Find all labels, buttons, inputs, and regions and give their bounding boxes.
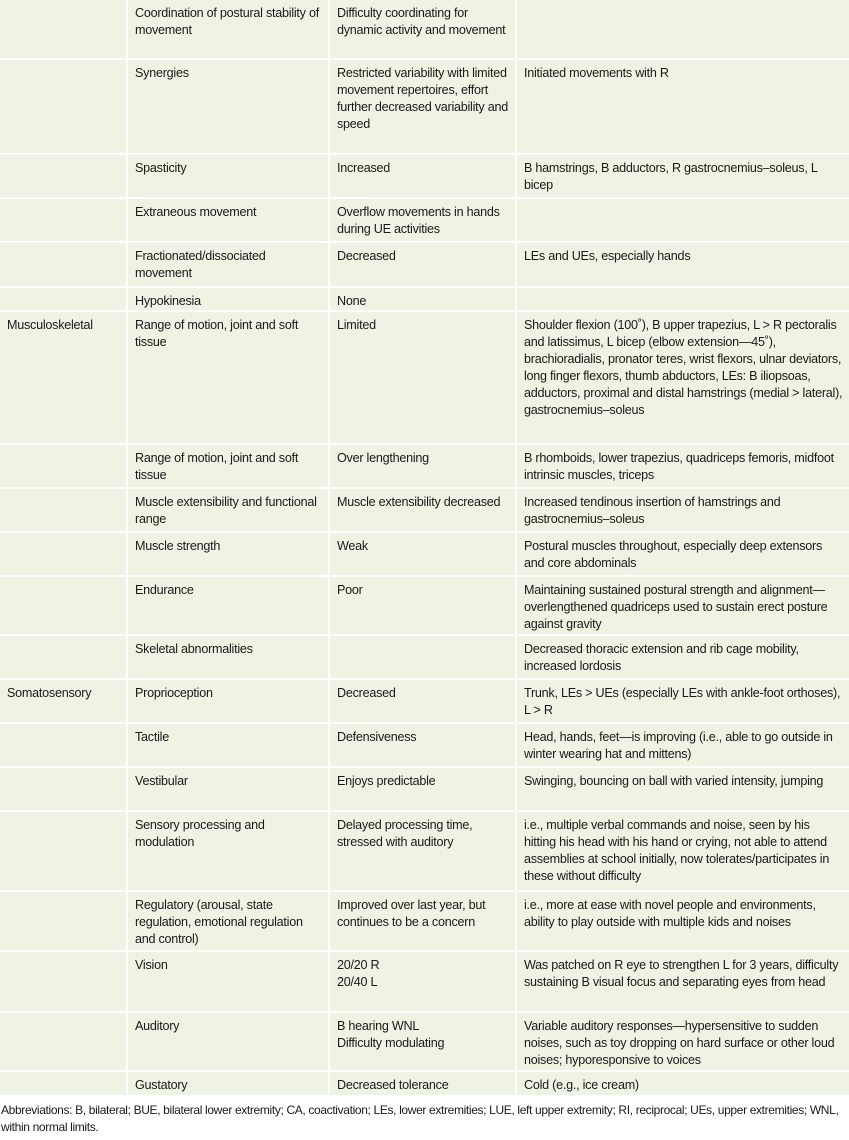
item-cell: Hypokinesia [127,287,329,311]
category-cell: Musculoskeletal [0,311,127,444]
finding-cell: None [329,287,516,311]
finding-cell: Limited [329,311,516,444]
details-cell: Maintaining sustained postural strength and alignment—overlengthened quadriceps used to sustain erect posture against gravity [516,576,849,635]
finding-cell: B hearing WNL Difficulty modulating [329,1012,516,1071]
details-cell: Swinging, bouncing on ball with varied intensity, jumping [516,767,849,811]
finding-cell: Delayed processing time, stressed with auditory [329,811,516,891]
category-cell [0,532,127,576]
item-cell: Range of motion, joint and soft tissue [127,311,329,444]
finding-cell: Decreased [329,679,516,723]
table-row [0,287,849,311]
table-row [0,444,849,488]
item-cell: Endurance [127,576,329,635]
table-row [0,532,849,576]
table-row [0,679,849,723]
item-cell: Muscle extensibility and functional range [127,488,329,532]
item-cell: Coordination of postural stability of movement [127,0,329,59]
finding-cell: Muscle extensibility decreased [329,488,516,532]
abbreviations-footnote: Abbreviations: B, bilateral; BUE, bilateral lower extremity; CA, coactivation; LEs, lower extremities; LUE, left upper extremity; RI, reciprocal; UEs, upper extremities; WNL, within normal limits. [1,1103,839,1134]
item-cell: Auditory [127,1012,329,1071]
details-cell: B rhomboids, lower trapezius, quadriceps femoris, midfoot intrinsic muscles, triceps [516,444,849,488]
category-cell [0,635,127,679]
table-row [0,767,849,811]
item-cell: Extraneous movement [127,198,329,242]
details-cell [516,0,849,59]
category-cell [0,811,127,891]
details-cell: Cold (e.g., ice cream) [516,1071,849,1096]
finding-cell: Over lengthening [329,444,516,488]
finding-cell: Decreased [329,242,516,287]
details-cell: B hamstrings, B adductors, R gastrocnemius–soleus, L bicep [516,154,849,198]
item-cell: Muscle strength [127,532,329,576]
details-cell: Postural muscles throughout, especially deep extensors and core abdominals [516,532,849,576]
category-cell [0,198,127,242]
details-cell: Head, hands, feet—is improving (i.e., able to go outside in winter wearing hat and mittens) [516,723,849,767]
table-row [0,488,849,532]
finding-cell: Improved over last year, but continues to be a concern [329,891,516,951]
category-cell [0,576,127,635]
table-row [0,59,849,154]
table-row [0,891,849,951]
category-cell [0,1071,127,1096]
item-cell: Skeletal abnormalities [127,635,329,679]
item-cell: Proprioception [127,679,329,723]
category-cell [0,287,127,311]
finding-cell: Defensiveness [329,723,516,767]
finding-cell: Increased [329,154,516,198]
item-cell: Gustatory [127,1071,329,1096]
finding-cell: Enjoys predictable [329,767,516,811]
finding-cell: Decreased tolerance [329,1071,516,1096]
item-cell: Synergies [127,59,329,154]
table-row [0,242,849,287]
finding-cell: 20/20 R 20/40 L [329,951,516,1012]
table-row [0,635,849,679]
table-row [0,1071,849,1096]
item-cell: Sensory processing and modulation [127,811,329,891]
category-cell: Somatosensory [0,679,127,723]
table-row [0,198,849,242]
details-cell: Trunk, LEs > UEs (especially LEs with ankle-foot orthoses), L > R [516,679,849,723]
category-cell [0,723,127,767]
category-cell [0,767,127,811]
details-cell: Variable auditory responses—hypersensitive to sudden noises, such as toy dropping on hard surface or other loud noises; hyporesponsive to voices [516,1012,849,1071]
category-cell [0,951,127,1012]
finding-cell: Poor [329,576,516,635]
table-row [0,0,849,59]
item-cell: Vision [127,951,329,1012]
table-row [0,154,849,198]
table-row [0,723,849,767]
item-cell: Range of motion, joint and soft tissue [127,444,329,488]
details-cell [516,287,849,311]
finding-cell: Weak [329,532,516,576]
category-cell [0,444,127,488]
item-cell: Tactile [127,723,329,767]
category-cell [0,488,127,532]
details-cell: i.e., multiple verbal commands and noise, seen by his hitting his head with his hand or crying, not able to attend assemblies at school initially, now tolerates/participates in these without difficulty [516,811,849,891]
details-cell: LEs and UEs, especially hands [516,242,849,287]
table-row [0,951,849,1012]
category-cell [0,154,127,198]
details-cell: Shoulder flexion (100˚), B upper trapezius, L > R pectoralis and latissimus, L bicep (elbow extension—45˚), brachioradialis, pronator teres, wrist flexors, ulnar deviators, long finger flexors, thumb abductors, LEs: B iliopsoas, adductors, proximal and distal hamstrings (medial > lateral), gastrocnemius–soleus [516,311,849,444]
category-cell [0,891,127,951]
finding-cell: Restricted variability with limited movement repertoires, effort further decreased variability and speed [329,59,516,154]
table-row [0,311,849,444]
item-cell: Fractionated/dissociated movement [127,242,329,287]
details-cell [516,198,849,242]
finding-cell: Overflow movements in hands during UE activities [329,198,516,242]
item-cell: Spasticity [127,154,329,198]
details-cell: i.e., more at ease with novel people and environments, ability to play outside with multiple kids and noises [516,891,849,951]
details-cell: Decreased thoracic extension and rib cage mobility, increased lordosis [516,635,849,679]
details-cell: Initiated movements with R [516,59,849,154]
category-cell [0,242,127,287]
finding-cell: Difficulty coordinating for dynamic activity and movement [329,0,516,59]
item-cell: Regulatory (arousal, state regulation, emotional regulation and control) [127,891,329,951]
finding-cell [329,635,516,679]
details-cell: Increased tendinous insertion of hamstrings and gastrocnemius–soleus [516,488,849,532]
item-cell: Vestibular [127,767,329,811]
details-cell: Was patched on R eye to strengthen L for 3 years, difficulty sustaining B visual focus and separating eyes from head [516,951,849,1012]
category-cell [0,0,127,59]
table-row [0,811,849,891]
table-row [0,576,849,635]
category-cell [0,1012,127,1071]
table-row [0,1012,849,1071]
category-cell [0,59,127,154]
